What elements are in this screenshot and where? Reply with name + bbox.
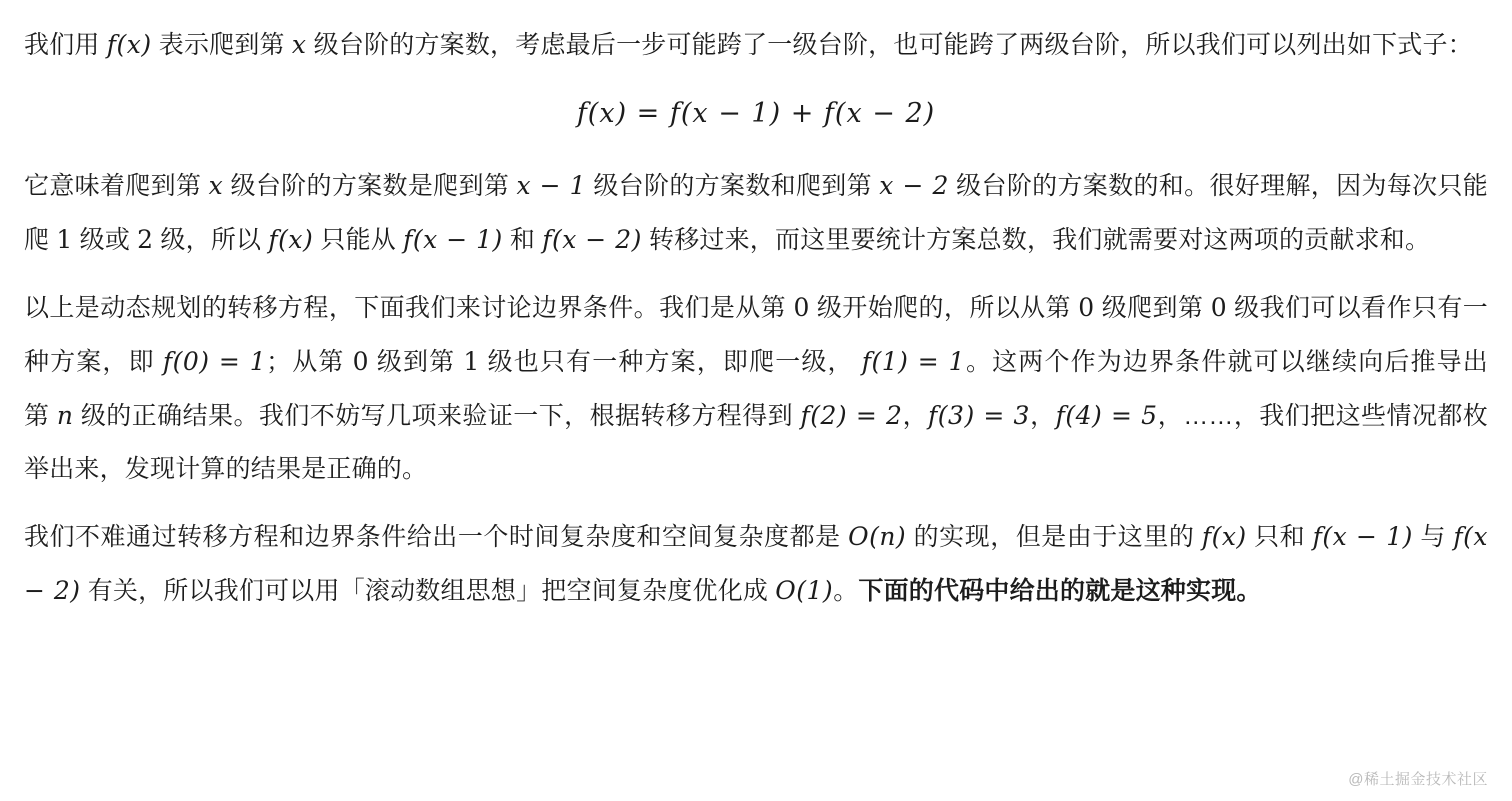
math-f-x-minus-2: f(x − 2) [542, 225, 642, 254]
math-f1-eq-1: f(1) = 1 [861, 347, 966, 376]
paragraph-1: 我们用 f(x) 表示爬到第 x 级台阶的方案数，考虑最后一步可能跨了一级台阶，也可能跨了两级台阶，所以我们可以列出如下式子： [24, 30, 1473, 59]
math-f-x-minus-2b: f(x − 2) [24, 522, 1488, 605]
math-zero-3: 0 [1210, 293, 1227, 322]
math-f3: f(3) = 3 [928, 401, 1030, 430]
math-big-o-1: O(1) [775, 576, 834, 605]
math-f-x-2: f(x) [268, 225, 314, 254]
math-n: n [56, 401, 74, 430]
math-x: x [291, 30, 307, 59]
math-x-2: x [208, 171, 224, 200]
paragraph-2: 它意味着爬到第 x 级台阶的方案数是爬到第 x − 1 级台阶的方案数和爬到第 x − 2 级台阶的方案数的和。很好理解，因为每次只能爬 1 级或 2 级，所以 f(x) 只能从 f(x − 1) 和 f(x − 2) 转移过来，而这里要统计方案总数，我们就需要对这两项的贡献求和。 [24, 171, 1488, 254]
math-f-x-minus-1b: f(x − 1) [1312, 522, 1413, 551]
math-f4: f(4) = 5 [1055, 401, 1158, 430]
math-zero-2: 0 [1078, 293, 1095, 322]
math-one-2: 1 [463, 347, 480, 376]
display-formula [24, 98, 1488, 129]
formula-recurrence: f(x) = f(x − 1) + f(x − 2) [576, 98, 936, 129]
math-x-minus-1: x − 1 [516, 171, 587, 200]
math-f-x-minus-1: f(x − 1) [403, 225, 503, 254]
math-f-x-3: f(x) [1201, 522, 1247, 551]
math-f2: f(2) = 2 [800, 401, 903, 430]
math-two: 2 [137, 225, 154, 254]
math-zero-4: 0 [352, 347, 369, 376]
paragraph-4-bold-tail: 下面的代码中给出的就是这种实现。 [858, 577, 1262, 605]
paragraph-3: 以上是动态规划的转移方程，下面我们来讨论边界条件。我们是从第 0 级开始爬的，所以从第 0 级爬到第 0 级我们可以看作只有一种方案，即 f(0) = 1；从第 0 级到第 1 级也只有一种方案，即爬一级， f(1) = 1。这两个作为边界条件就可以继续向后推导出第 n 级的正确结果。我们不妨写几项来验证一下，根据转移方程得到 f(2) = 2，f(3) = 3，f(4) = 5，……，我们把这些情况都枚举出来，发现计算的结果是正确的。 [24, 293, 1488, 483]
math-one: 1 [56, 225, 73, 254]
paragraph-4: 我们不难通过转移方程和边界条件给出一个时间复杂度和空间复杂度都是 O(n) 的实现，但是由于这里的 f(x) 只和 f(x − 1) 与 f(x − 2) 有关，所以我们可以用「滚动数组思想」把空间复杂度优化成 O(1)。下面的代码中给出的就是这种实现。 [24, 522, 1488, 605]
math-x-minus-2: x − 2 [879, 171, 949, 200]
watermark: @稀土掘金技术社区 [1348, 771, 1488, 788]
math-f0-eq-1: f(0) = 1 [162, 347, 267, 376]
math-big-o-n: O(n) [848, 522, 907, 551]
math-zero-1: 0 [793, 293, 810, 322]
math-f-x: f(x) [106, 30, 152, 59]
math-ellipsis: …… [1183, 402, 1234, 430]
